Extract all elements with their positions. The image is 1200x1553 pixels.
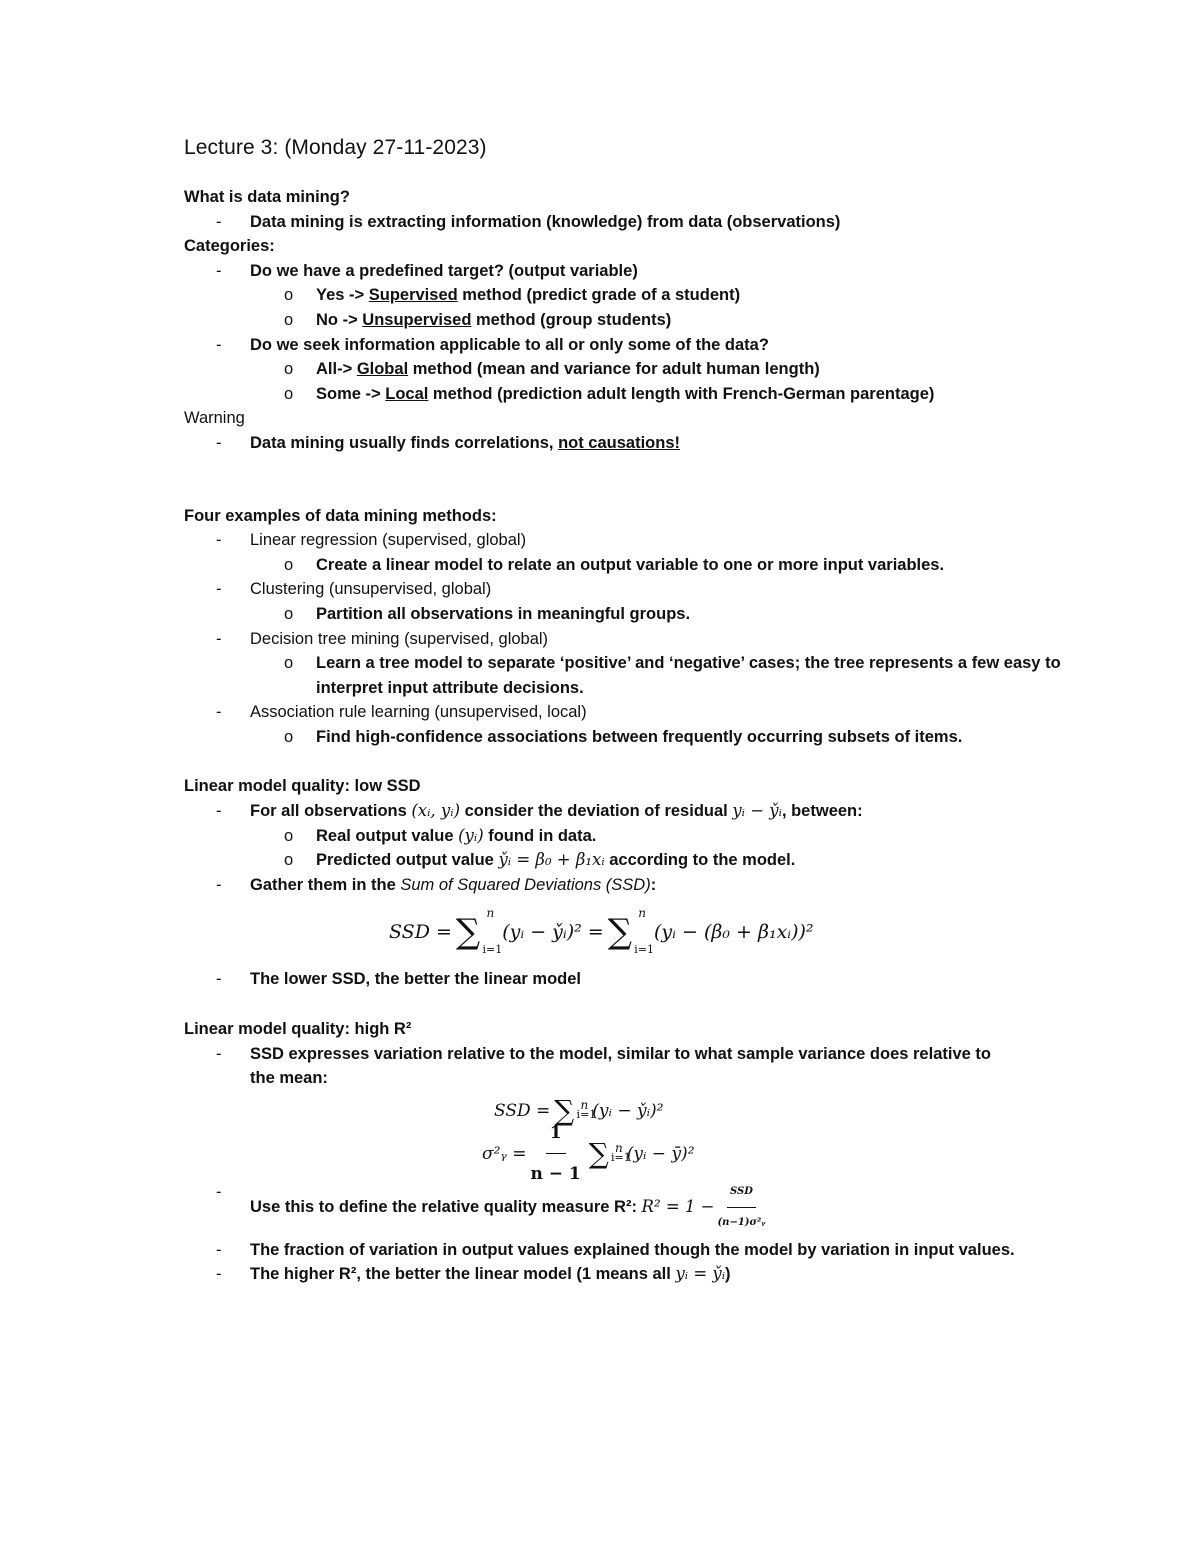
item-text: Do we have a predefined target? (output variable) — [250, 261, 638, 280]
fraction-denominator: (n−1)σ²ᵧ — [717, 1216, 766, 1228]
sub-list-item: o Create a linear model to relate an output variable to one or more input variables. — [284, 555, 945, 574]
sub-list-item: o Learn a tree model to separate ‘positive’ and ‘negative’ cases; the tree represents a few easy to interpret input attribute decisions. — [284, 654, 1061, 697]
equation-term: (yᵢ − y̌ᵢ)² = — [502, 921, 604, 944]
sum-lower: i=1 — [634, 943, 654, 957]
item-text: All-> — [316, 360, 357, 379]
categories-label: Categories: — [184, 237, 275, 256]
fraction-denominator: n − 1 — [530, 1164, 581, 1185]
item-text: The fraction of variation in output values explained though the model by variation in input values. — [250, 1240, 1015, 1259]
math-expr: R² = 1 − — [641, 1196, 715, 1216]
sum-lower: i=1 — [482, 943, 503, 957]
equation-term: (yᵢ − (β₀ + β₁xᵢ))² — [653, 921, 814, 944]
underlined-term: Supervised — [368, 286, 458, 305]
sum-symbol: ∑ n i=1 — [607, 906, 654, 957]
item-text: Clustering (unsupervised, global) — [250, 580, 492, 599]
item-text: Predicted output value — [316, 851, 499, 870]
list-item: - Association rule learning (unsupervised, local) — [216, 703, 587, 722]
warning-label: Warning — [184, 409, 245, 428]
item-text: Real output value — [316, 826, 459, 845]
list-item: - Clustering (unsupervised, global) — [216, 580, 492, 599]
list-item: - Decision tree mining (supervised, global) — [216, 629, 549, 648]
item-text: method (prediction adult length with French-German parentage) — [428, 384, 935, 403]
section-heading-low-ssd: Linear model quality: low SSD — [184, 777, 421, 796]
list-item: - The higher R², the better the linear model (1 means all yᵢ = y̌ᵢ) — [216, 1264, 731, 1284]
item-text: according to the model. — [604, 851, 796, 870]
item-text: Some -> — [316, 384, 386, 403]
equation-lhs: SSD = — [494, 1100, 551, 1121]
sum-symbol: ∑ n i=1 — [554, 1091, 574, 1131]
sub-list-item: o Some -> Local method (prediction adult length with French-German parentage) — [284, 384, 935, 403]
section-heading-high-r2: Linear model quality: high R² — [184, 1020, 412, 1039]
item-text: The higher R², the better the linear model (1 means all — [250, 1265, 676, 1284]
list-item: - The lower SSD, the better the linear model — [216, 970, 581, 989]
math-expr: (yᵢ) — [458, 825, 484, 845]
fraction-numerator: SSD — [727, 1177, 756, 1208]
item-text: For all observations — [250, 802, 412, 821]
item-text: Gather them in the — [250, 875, 401, 894]
item-text: Data mining usually finds correlations, — [250, 433, 559, 452]
sum-lower: i=1 — [611, 1150, 631, 1164]
document-page — [184, 128, 1064, 1287]
item-text: Decision tree mining (supervised, global) — [250, 629, 549, 648]
list-item: - The fraction of variation in output values explained though the model by variation in input values. — [216, 1240, 1015, 1259]
item-text: Create a linear model to relate an output variable to one or more input variables. — [316, 555, 945, 574]
underlined-term: Unsupervised — [362, 310, 472, 329]
item-text: Do we seek information applicable to all or only some of the data? — [250, 335, 769, 354]
item-text: consider the deviation of residual — [460, 802, 733, 821]
sub-list-item: o All-> Global method (mean and variance for adult human length) — [284, 360, 820, 379]
sum-symbol: ∑ n i=1 — [455, 906, 503, 957]
item-text: Data mining is extracting information (knowledge) from data (observations) — [250, 212, 841, 231]
sum-lower: i=1 — [576, 1107, 597, 1121]
list-item: - For all observations (xᵢ, yᵢ) consider the deviation of residual yᵢ − y̌ᵢ, between: — [216, 801, 863, 821]
underlined-term: Local — [385, 384, 429, 403]
item-text: No -> — [316, 310, 363, 329]
sum-upper: n — [615, 1140, 623, 1155]
sub-list-item: o Yes -> Supervised method (predict grade of a student) — [284, 286, 741, 305]
list-item: - Do we have a predefined target? (output variable) — [216, 261, 638, 280]
sum-upper: n — [638, 906, 646, 921]
sub-list-item: o Real output value (yᵢ) found in data. — [284, 825, 597, 845]
ssd-equation — [184, 897, 1064, 967]
list-item: - Use this to define the relative quality measure R²: R² = 1 − $\frac{\text{SSD}}{\text{(n−1)σ²ᵧ}}$ — [184, 1177, 1064, 1238]
equation-term: (yᵢ − y̌ᵢ)² — [592, 1100, 664, 1121]
sub-list-item: o Find high-confidence associations between frequently occurring subsets of items. — [284, 727, 963, 746]
item-text: method (mean and variance for adult human length) — [408, 360, 820, 379]
list-item: - Do we seek information applicable to all or only some of the data? — [216, 335, 769, 354]
section-heading-examples: Four examples of data mining methods: — [184, 506, 497, 525]
item-text: method (group students) — [471, 310, 672, 329]
equation-lhs: σ²ᵧ = — [482, 1143, 527, 1164]
item-text: The lower SSD, the better the linear model — [250, 970, 581, 989]
sub-list-item: o Partition all observations in meaningful groups. — [284, 604, 691, 623]
math-expr: (xᵢ, yᵢ) — [411, 801, 461, 821]
math-expr: yᵢ = y̌ᵢ — [675, 1264, 726, 1284]
equation-term: (yᵢ − ȳ)² — [626, 1143, 695, 1164]
page-title: Lecture 3: (Monday 27-11-2023) — [184, 136, 487, 159]
sum-upper: n — [580, 1097, 589, 1112]
variance-equation — [184, 1123, 1064, 1185]
item-text: Find high-confidence associations between frequently occurring subsets of items. — [316, 727, 963, 746]
sub-list-item: o Predicted output value y̌ᵢ = β₀ + β₁xᵢ according to the model. — [284, 850, 796, 870]
sum-symbol: ∑ n i=1 — [589, 1134, 609, 1174]
sum-upper: n — [486, 906, 495, 921]
item-text: Yes -> — [316, 286, 369, 305]
math-expr: y̌ᵢ = β₀ + β₁xᵢ — [498, 850, 605, 870]
item-text: Partition all observations in meaningful groups. — [316, 604, 691, 623]
ssd-equation-2 — [184, 1091, 1064, 1131]
underlined-term: Global — [356, 360, 409, 379]
item-text: Linear regression (supervised, global) — [250, 531, 527, 550]
item-text: : — [650, 875, 657, 894]
item-text: Use this to define the relative quality measure R²: — [250, 1197, 642, 1216]
item-text: , between: — [781, 802, 863, 821]
fraction — [717, 1177, 765, 1238]
equation-lhs: SSD = — [389, 921, 452, 944]
item-text: ) — [725, 1265, 731, 1284]
sub-list-item: o No -> Unsupervised method (group students) — [284, 310, 672, 329]
list-item: - Data mining usually finds correlations, not causations! — [216, 433, 680, 452]
item-text: Association rule learning (unsupervised, local) — [250, 703, 587, 722]
fraction-numerator: 1 — [546, 1113, 566, 1154]
item-text: Learn a tree model to separate ‘positive’ and ‘negative’ cases; the tree represents a few easy to interpret input attribute decisions. — [316, 654, 1061, 697]
underlined-term: not causations! — [558, 433, 680, 452]
list-item: - Data mining is extracting information (knowledge) from data (observations) — [216, 212, 841, 231]
list-item: - Gather them in the Sum of Squared Deviations (SSD): — [216, 875, 657, 894]
item-text: SSD expresses variation relative to the model, similar to what sample variance does relative to the mean: — [250, 1044, 991, 1088]
italic-term: Sum of Squared Deviations (SSD) — [400, 875, 651, 894]
item-text: method (predict grade of a student) — [457, 286, 741, 305]
item-text: found in data. — [483, 826, 597, 845]
list-item: - SSD expresses variation relative to the model, similar to what sample variance does relative to the mean: — [216, 1044, 991, 1088]
list-item: - Linear regression (supervised, global) — [216, 531, 527, 550]
section-heading-data-mining: What is data mining? — [184, 188, 350, 206]
math-expr: yᵢ − y̌ᵢ — [732, 801, 782, 821]
